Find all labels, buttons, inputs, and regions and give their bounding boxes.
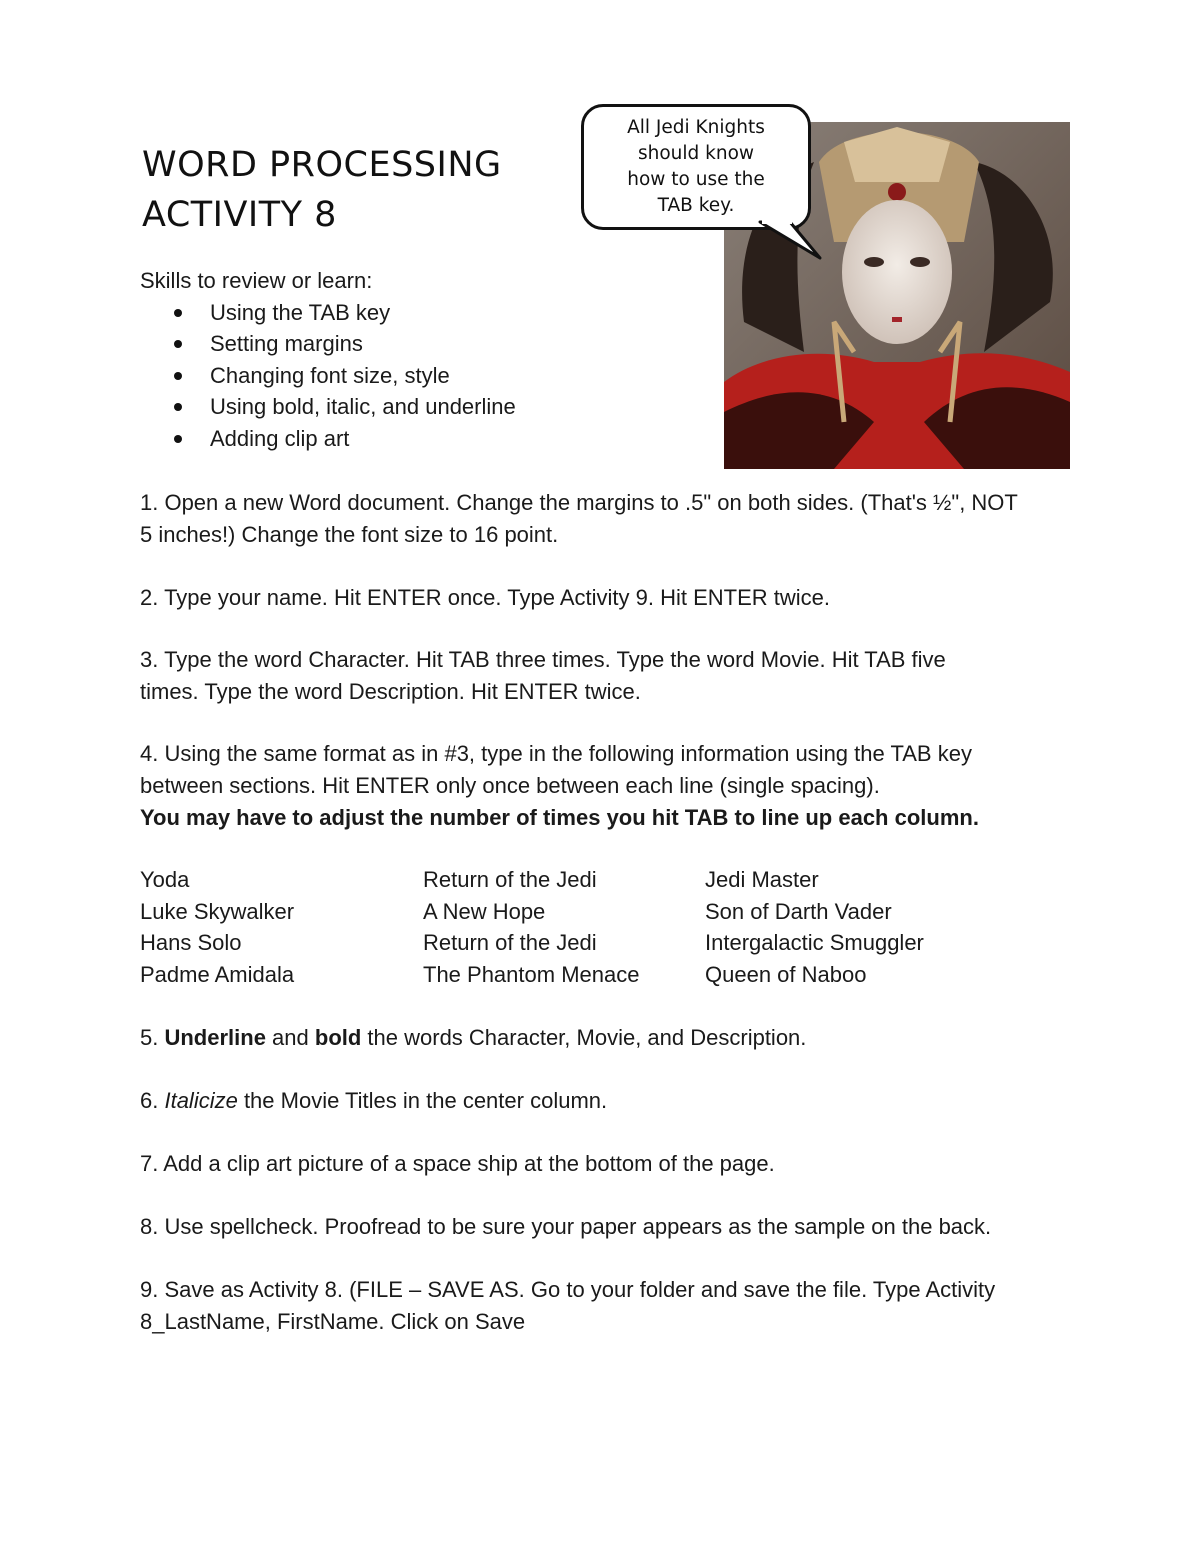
step-text	[140, 1022, 1100, 1054]
skills-item: Using the TAB key	[210, 297, 700, 329]
step-text: 2. Type your name. Hit ENTER once. Type Activity 9. Hit ENTER twice.	[140, 585, 830, 610]
bubble-line: should know	[637, 143, 755, 164]
step-text: 8_LastName, FirstName. Click on Save	[140, 1309, 526, 1334]
table-cell-character: Hans Solo	[140, 930, 242, 955]
table-row	[140, 864, 1100, 896]
table-cell-character: Padme Amidala	[140, 961, 295, 987]
step-text	[140, 1085, 1100, 1117]
step-text-mid: and	[265, 1025, 315, 1050]
step-text: 9. Save as Activity 8. (FILE – SAVE AS. Go to your folder and save the file. Type Activity	[140, 1277, 996, 1302]
speech-bubble-text	[627, 115, 765, 219]
table-cell-character: Yoda	[140, 867, 190, 892]
step-text: 7. Add a clip art picture of a space ship at the bottom of the page.	[140, 1151, 775, 1176]
table-row	[140, 959, 1100, 991]
table-row	[140, 896, 1100, 928]
table-cell-description: Intergalactic Smuggler	[705, 930, 924, 955]
step-text: 1. Open a new Word document. Change the margins to .5" on both sides. (That's ½", NOT	[140, 490, 1018, 515]
bold-note: You may have to adjust the number of times you hit TAB to line up each column.	[140, 805, 979, 830]
step-1	[140, 487, 1100, 551]
step-9	[140, 1274, 1100, 1338]
bubble-line: TAB key.	[657, 195, 735, 216]
skills-item: Adding clip art	[210, 423, 700, 455]
table-cell-description: Queen of Naboo	[705, 961, 867, 987]
table-cell-movie: Return of the Jedi	[423, 867, 597, 892]
bubble-line: All Jedi Knights	[627, 117, 765, 138]
step-text: between sections. Hit ENTER only once between each line (single spacing).	[140, 773, 880, 798]
italic-word: Italicize	[164, 1088, 238, 1113]
step-text: times. Type the word Description. Hit ENTER twice.	[140, 679, 641, 704]
table-cell-movie: A New Hope	[423, 898, 546, 924]
skills-section	[140, 265, 700, 454]
step-text: 4. Using the same format as in #3, type in the following information using the TAB key	[140, 741, 972, 766]
step-4	[140, 738, 1100, 834]
step-text: 8. Use spellcheck. Proofread to be sure your paper appears as the sample on the back.	[140, 1214, 992, 1239]
step-text: 3. Type the word Character. Hit TAB three times. Type the word Movie. Hit TAB five	[140, 647, 946, 672]
character-table	[140, 864, 1100, 990]
step-8	[140, 1211, 1100, 1243]
step-text: 5 inches!) Change the font size to 16 point.	[140, 522, 559, 547]
skills-item: Using bold, italic, and underline	[210, 391, 700, 423]
table-cell-description: Jedi Master	[705, 867, 819, 892]
step-text-rest: the words Character, Movie, and Description.	[361, 1025, 807, 1050]
step-2	[140, 582, 1100, 614]
skills-item: Setting margins	[210, 328, 700, 360]
speech-bubble-tail	[760, 222, 830, 262]
skills-list	[140, 297, 700, 455]
underline-word: Underline	[164, 1025, 266, 1050]
step-text-rest: the Movie Titles in the center column.	[237, 1088, 608, 1113]
speech-bubble	[581, 104, 811, 230]
title-line-1: WORD PROCESSING	[142, 145, 502, 185]
bubble-line: how to use the	[627, 169, 765, 190]
table-cell-character: Luke Skywalker	[140, 898, 295, 924]
page-title	[142, 140, 572, 240]
step-3	[140, 644, 1100, 708]
skills-heading: Skills to review or learn:	[140, 268, 373, 293]
table-cell-description: Son of Darth Vader	[705, 898, 892, 924]
bold-word: bold	[314, 1025, 362, 1050]
title-line-2: ACTIVITY 8	[142, 195, 337, 235]
step-5	[140, 1022, 1100, 1054]
table-cell-movie: Return of the Jedi	[423, 930, 597, 955]
step-6	[140, 1085, 1100, 1117]
skills-item: Changing font size, style	[210, 360, 700, 392]
step-prefix: 6.	[140, 1088, 165, 1113]
step-prefix: 5.	[140, 1025, 165, 1050]
table-cell-movie: The Phantom Menace	[423, 961, 640, 987]
step-7	[140, 1148, 1100, 1180]
table-row	[140, 927, 1100, 959]
